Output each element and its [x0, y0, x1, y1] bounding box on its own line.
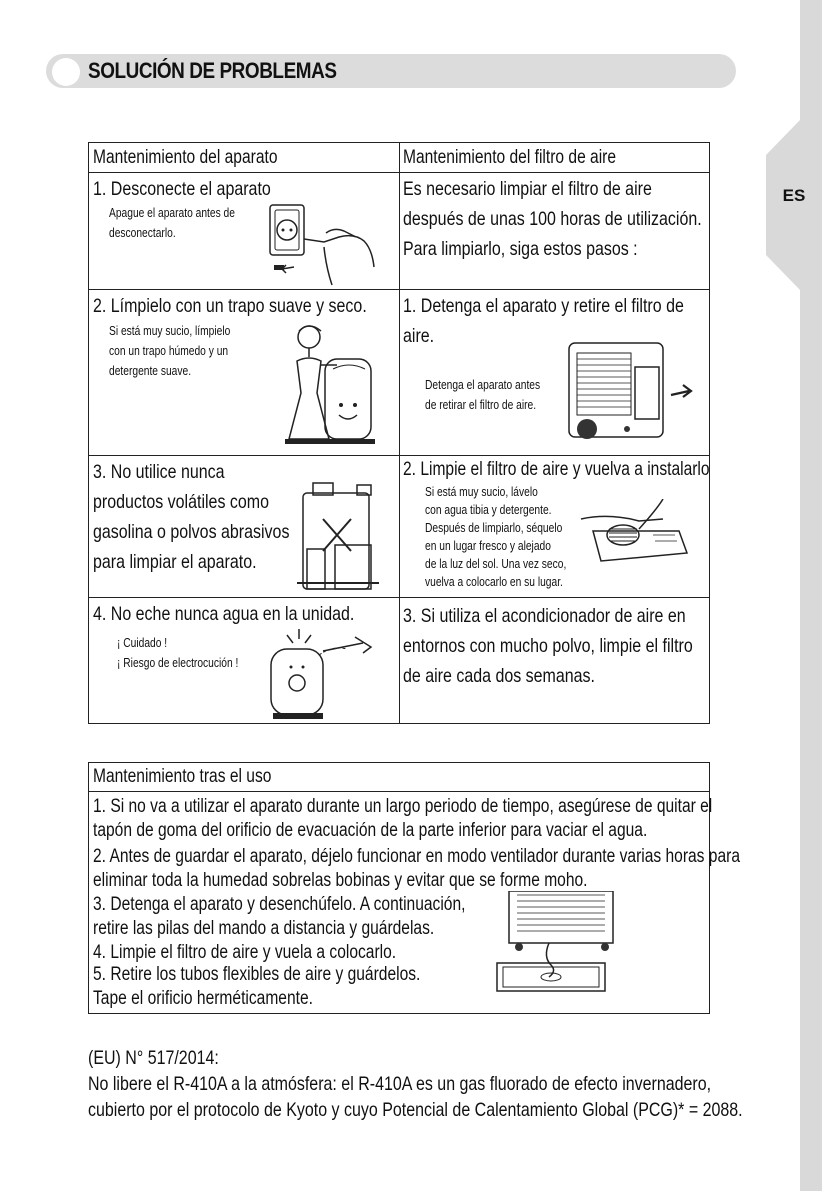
drain-illustration: [489, 891, 617, 997]
filter-intro: Es necesario limpiar el filtro de aire después de unas 100 horas de utilización. Para limpiarlo, siga estos pasos :: [403, 178, 702, 260]
after-use-line: 1. Si no va a utilizar el aparato durante un largo periodo de tiempo, asegúrese de quitar el: [93, 796, 713, 817]
after-use-box: [88, 762, 740, 1014]
column-header-filter: Mantenimiento del filtro de aire: [403, 147, 617, 168]
page-title: SOLUCIÓN DE PROBLEMAS: [88, 58, 337, 83]
after-use-line: 3. Detenga el aparato y desenchúfelo. A continuación,: [93, 894, 466, 915]
after-use-line: eliminar toda la humedad sobrelas bobinas y evitar que se forme moho.: [93, 870, 588, 891]
row-divider: [89, 172, 709, 173]
water-warning-illustration: [263, 625, 381, 721]
row-divider: [89, 289, 709, 290]
row-divider: [89, 597, 709, 598]
filter-step-wash-note: Si está muy sucio, lávelo con agua tibia y detergente. Después de limpiarlo, séquelo en un lugar fresco y alejado de la luz del sol. Una vez seco, vuelva a colocarlo en su lugar.: [425, 485, 567, 589]
filter-washing-illustration: [579, 499, 691, 571]
regulation-reference: (EU) N° 517/2014:: [88, 1047, 219, 1069]
filter-step-remove-note: Detenga el aparato antes de retirar el filtro de aire.: [425, 378, 541, 412]
language-tab-label: ES: [782, 186, 806, 205]
filter-dusty-environment: 3. Si utiliza el acondicionador de aire en entornos con mucho polvo, limpie el filtro de aire cada dos semanas.: [403, 605, 693, 687]
step-disconnect-title: 1. Desconecte el aparato: [93, 178, 271, 200]
cleaning-illustration: [269, 321, 381, 445]
step-no-volatiles-title: 3. No utilice nunca productos volátiles como gasolina o polvos abrasivos para limpiar el aparato.: [93, 461, 290, 573]
after-use-divider: [89, 791, 709, 792]
column-divider: [399, 143, 400, 723]
column-header-appliance: Mantenimiento del aparato: [93, 147, 278, 168]
filter-step-remove-title: 1. Detenga el aparato y retire el filtro de aire.: [403, 295, 684, 347]
step-no-water-title: 4. No eche nunca agua en la unidad.: [93, 603, 355, 625]
filter-removal-illustration: [567, 339, 695, 439]
after-use-line: 2. Antes de guardar el aparato, déjelo funcionar en modo ventilador durante varias horas para: [93, 846, 740, 867]
after-use-line: tapón de goma del orificio de evacuación de la parte inferior para vaciar el agua.: [93, 820, 648, 841]
refrigerant-notice-cont: cubierto por el protocolo de Kyoto y cuyo Potencial de Calentamiento Global (PCG)* = 2088.: [88, 1099, 743, 1121]
volatile-products-illustration: [295, 479, 381, 593]
after-use-line: retire las pilas del mando a distancia y guárdelas.: [93, 918, 435, 939]
row-divider: [89, 455, 709, 456]
step-clean-note: Si está muy sucio, límpielo con un trapo húmedo y un detergente suave.: [109, 324, 231, 378]
step-clean-title: 2. Límpielo con un trapo suave y seco.: [93, 295, 367, 317]
unplug-illustration: [264, 197, 382, 289]
after-use-line: Tape el orificio herméticamente.: [93, 988, 313, 1009]
after-use-header: Mantenimiento tras el uso: [93, 766, 272, 787]
maintenance-table: [88, 142, 710, 724]
filter-step-wash-title: 2. Limpie el filtro de aire y vuelva a instalarlo: [403, 459, 710, 480]
step-no-water-note: ¡ Cuidado ! ¡ Riesgo de electrocución !: [117, 636, 239, 670]
after-use-line: 5. Retire los tubos flexibles de aire y guárdelos.: [93, 964, 421, 985]
step-disconnect-note: Apague el aparato antes de desconectarlo.: [109, 206, 235, 240]
after-use-line: 4. Limpie el filtro de aire y vuela a colocarlo.: [93, 942, 397, 963]
header-bullet-icon: [52, 58, 80, 86]
refrigerant-notice: No libere el R-410A a la atmósfera: el R-410A es un gas fluorado de efecto invernadero,: [88, 1073, 712, 1095]
